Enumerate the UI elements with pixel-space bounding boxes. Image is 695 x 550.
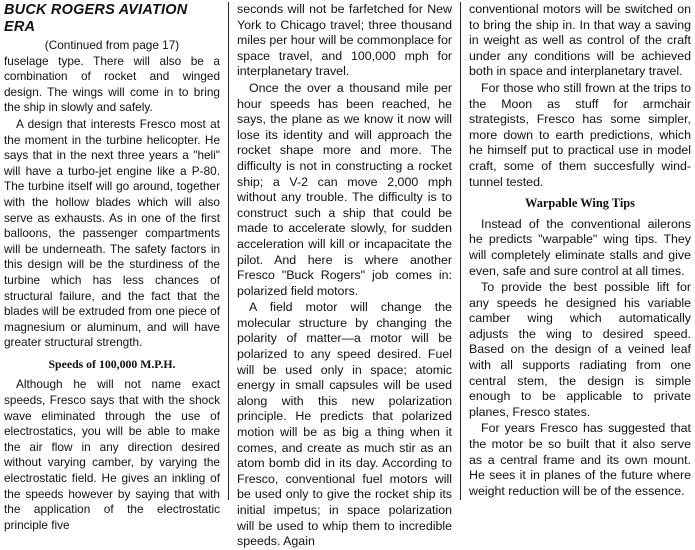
paragraph: For years Fresco has suggested that the motor be so built that it also serve as a central frame and its own mount. He sees it in planes of the future where weight reduction will be of the essence.	[469, 421, 691, 498]
paragraph: A design that interests Fresco most at the moment in the turbine helicopter. He says that in the next three years a "heli" will have a turbo-jet engine like a P-80. The turbine itself will go around, together with the hollow blades which will also serve as exhausts. As in one of the first balloons, the passenger compartments will be underneath. The safety factors in this design will be the sturdiness of the turbine which has less chances of structural failure, and the fact that the blades will be extruded from one piece of magnesium or aluminum, and will have greater structural strength.	[4, 116, 220, 350]
column-1	[4, 2, 228, 532]
column-2	[228, 2, 460, 549]
paragraph: seconds will not be farfetched for New York to Chicago travel; three thousand miles per hour will be commonplace for space travel, and 100,000 mph for interplanetary travel.	[237, 2, 452, 79]
paragraph: Instead of the conventional ailerons he predicts "warpable" wing tips. They will completely eliminate stalls and give even, safe and sure control at all times.	[469, 216, 691, 278]
paragraph: Once the over a thousand mile per hour speeds has been reached, he says, the plane as we know it now will lose its identity and will approach the rocket shape more and more. The difficulty is not in constructing a rocket ship; a V-2 can move 2,000 mph without any trouble. The difficulty is to construct such a ship that could be made to accelerate slowly, for sudden acceleration will kill or incapacitate the pilot. And here is where another Fresco "Buck Rogers" job comes in: polarized field motors.	[237, 80, 452, 298]
paragraph: For those who still frown at the trips to the Moon as stuff for armchair strategists, Fresco has some simpler, more down to earth predictions, which he himself put to practical use in model craft, some of them succesfully wind-tunnel tested.	[469, 80, 691, 189]
paragraph: To provide the best possible lift for any speeds he designed his variable camber wing which automatically adjusts the wing to desired speed. Based on the design of a veined leaf with all supports radiating from one central stem, the design is simple enough to be applicable to private planes, Fresco states.	[469, 280, 691, 419]
paragraph: Although he will not name exact speeds, Fresco says that with the shock wave eliminated through the use of electrostatics, you will be able to make the air flow in any direction desired without varying camber, by varying the electrostatic field. He gives an inkling of the speeds however by saying that with the application of the electrostatic principle five	[4, 377, 220, 532]
section-subhead: Warpable Wing Tips	[525, 196, 635, 211]
paragraph: A field motor will change the molecular structure by changing the polarity of matter—a motor will be polarized to any speed desired. Fuel will be used only in space; atomic energy in small capsules will be used along with this new polarization principle. He predicts that polarized motion will be as big a thing when it comes, and create as much stir as an atom bomb did in its day. According to Fresco, conventional fuel motors will be used only to give the rocket ship its initial impetus; in space polarization will be used to whip them to incredible speeds. Again	[237, 300, 452, 549]
paragraph: fuselage type. There will also be a combination of rocket and winged design. The wings will come in to bring the ship in slowly and safely.	[4, 53, 220, 115]
paragraph: conventional motors will be switched on to bring the ship in. In that way a saving in weight as well as control of the craft under any conditions will be achieved both in space and interplanetary travel.	[469, 2, 691, 79]
column-3	[460, 2, 691, 500]
section-subhead: Speeds of 100,000 M.P.H.	[48, 356, 176, 371]
continued-note: (Continued from page 17)	[44, 38, 180, 52]
article-title: BUCK ROGERS AVIATION ERA	[4, 2, 188, 35]
